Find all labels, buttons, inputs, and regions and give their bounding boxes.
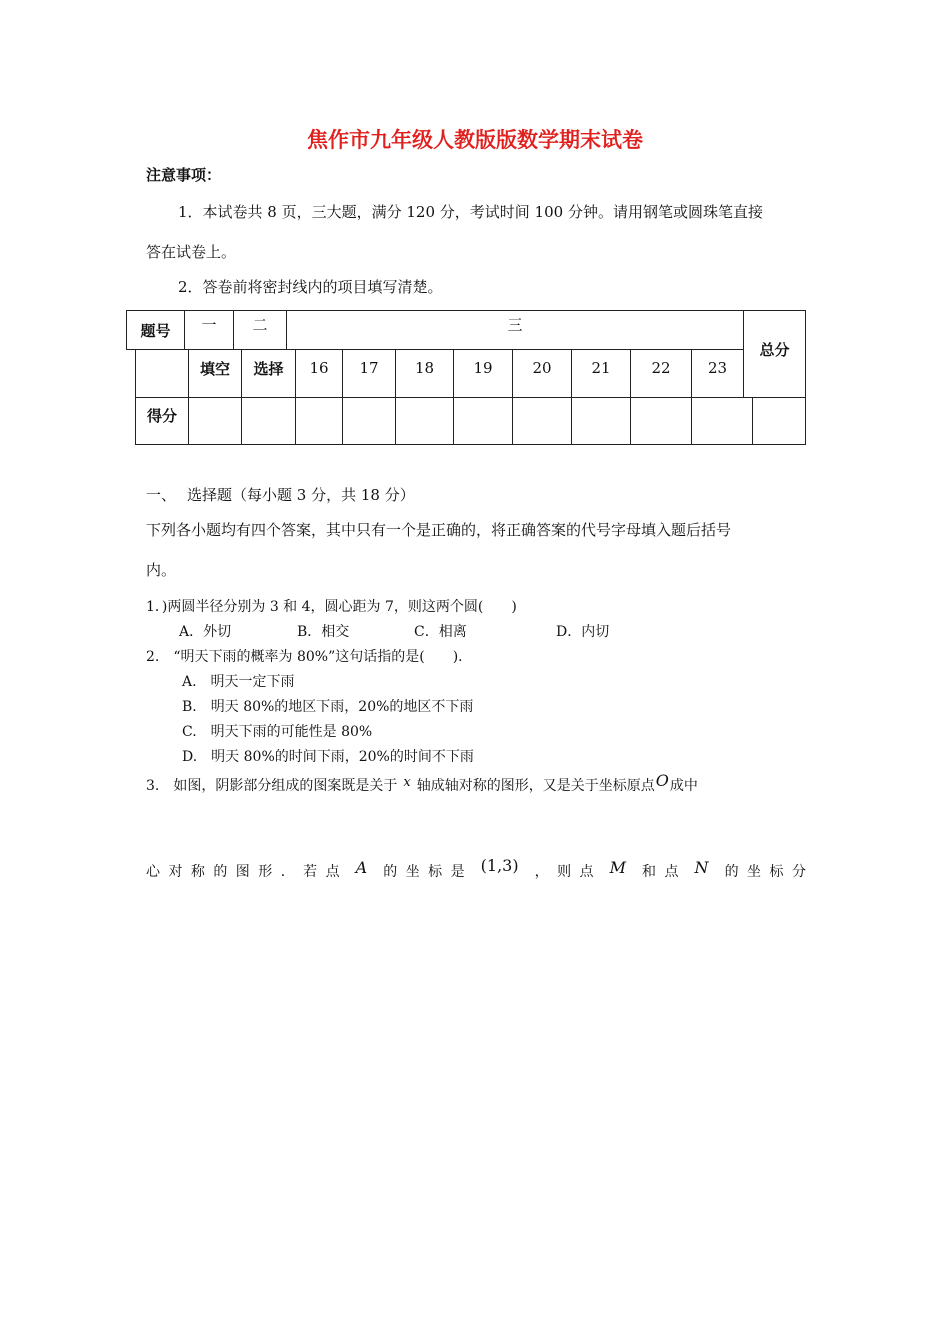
header-question-number: 22 bbox=[651, 359, 671, 377]
notice-heading: 注意事项： bbox=[146, 166, 222, 184]
header-question-number: 18 bbox=[414, 359, 435, 377]
question-3-text: 的 坐 标 是 bbox=[383, 864, 465, 880]
question-3-line-1 bbox=[146, 771, 806, 795]
question-3-text: 成中 bbox=[669, 778, 698, 794]
math-a: A bbox=[355, 858, 368, 877]
math-coordinate: (1,3) bbox=[480, 856, 519, 875]
notice-item-1-line-2: 答在试卷上。 bbox=[146, 243, 237, 261]
row-defen: 得分 bbox=[146, 406, 177, 425]
question-1-option-d: D．内切 bbox=[556, 624, 610, 640]
header-section-1: 一 bbox=[201, 315, 217, 334]
question-3-text: 的 坐 标 分 bbox=[724, 864, 806, 880]
question-2-stem: 2. “明天下雨的概率为 80%”这句话指的是( )． bbox=[146, 649, 473, 665]
question-1-option-c: C．相离 bbox=[414, 624, 467, 640]
header-section-2: 二 bbox=[252, 315, 268, 334]
header-question-number: 16 bbox=[309, 359, 329, 377]
section-1-intro-line-2: 内。 bbox=[146, 561, 177, 579]
section-1-heading: 选择题（每小题 3 分，共 18 分） bbox=[187, 486, 415, 504]
question-2-option-a: A. 明天一定下雨 bbox=[182, 674, 295, 690]
page-title: 焦作市九年级人教版版数学期末试卷 bbox=[307, 128, 643, 152]
notice-item-2: 2．答卷前将密封线内的项目填写清楚。 bbox=[178, 278, 443, 296]
header-question-number: 17 bbox=[359, 359, 379, 377]
question-2-option-c: C. 明天下雨的可能性是 80% bbox=[182, 724, 373, 740]
section-1-number: 一、 bbox=[146, 486, 177, 504]
header-question-number: 20 bbox=[532, 359, 552, 377]
header-section-3: 三 bbox=[507, 315, 523, 334]
section-1-intro-line-1: 下列各小题均有四个答案，其中只有一个是正确的，将正确答案的代号字母填入题后括号 bbox=[146, 521, 732, 539]
question-3-text: 3. 如图，阴影部分组成的图案既是关于 bbox=[146, 778, 398, 794]
header-total: 总分 bbox=[759, 340, 790, 359]
header-question-number: 21 bbox=[591, 359, 611, 377]
question-3-text: 轴成轴对称的图形，又是关于坐标原点 bbox=[416, 778, 655, 794]
question-3-line-2 bbox=[146, 856, 806, 881]
question-3-text: 心 对 称 的 图 形 ． 若 点 bbox=[146, 864, 340, 880]
question-1-stem: 1．)两圆半径分别为 3 和 4，圆心距为 7，则这两个圆( ) bbox=[146, 599, 517, 615]
math-x: x bbox=[403, 775, 411, 790]
header-tihao: 题号 bbox=[140, 321, 171, 340]
math-n: N bbox=[694, 858, 709, 877]
question-3-text: ， 则 点 bbox=[534, 864, 594, 880]
question-2-option-b: B. 明天 80%的地区下雨，20%的地区不下雨 bbox=[182, 699, 474, 715]
math-o: O bbox=[655, 771, 669, 790]
header-question-number: 19 bbox=[473, 359, 493, 377]
math-m: M bbox=[609, 858, 626, 877]
question-1-option-b: B．相交 bbox=[297, 624, 350, 640]
question-3-text: 和 点 bbox=[642, 864, 679, 880]
header-question-number: 23 bbox=[707, 359, 728, 377]
header-xuanze: 选择 bbox=[253, 359, 284, 378]
header-tiankong: 填空 bbox=[199, 359, 230, 378]
question-2-option-d: D. 明天 80%的时间下雨，20%的时间不下雨 bbox=[182, 749, 474, 765]
notice-item-1-line-1: 1．本试卷共 8 页，三大题，满分 120 分，考试时间 100 分钟。请用钢笔或圆珠笔直接 bbox=[178, 203, 763, 221]
question-1-option-a: A．外切 bbox=[179, 624, 232, 640]
